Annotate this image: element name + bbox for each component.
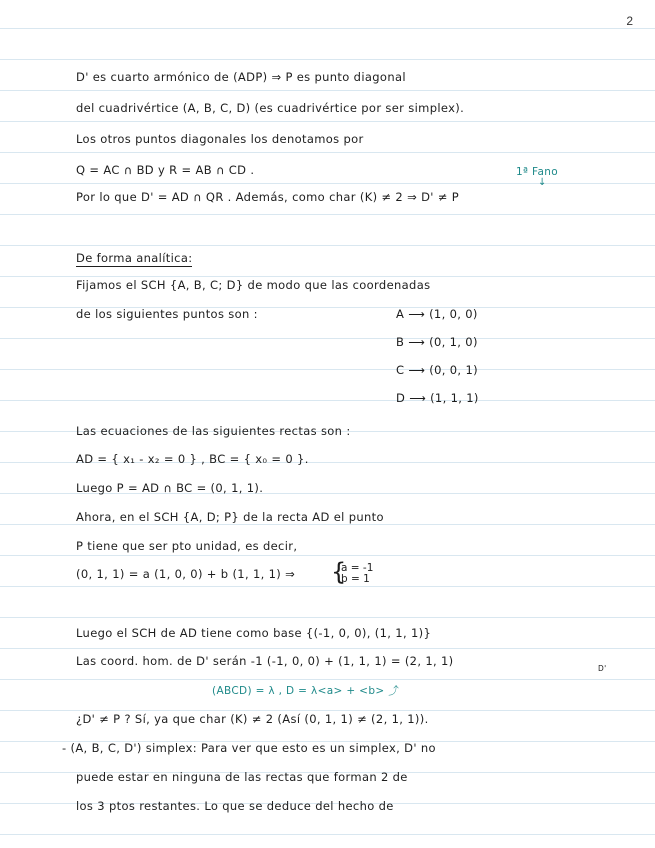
point-row	[396, 307, 478, 321]
line-ptos-restantes: los 3 ptos restantes. Lo que se deduce del hecho de	[76, 799, 394, 813]
equation-a: a = -1	[341, 562, 374, 574]
point-label: A	[396, 307, 405, 321]
fano-label: 1ª Fano	[516, 166, 559, 178]
line-fijamos-sch: Fijamos el SCH {A, B, C; D} de modo que las coordenadas	[76, 278, 431, 292]
line-combination: (0, 1, 1) = a (1, 0, 0) + b (1, 1, 1) ⇒	[76, 567, 296, 581]
line-ecuaciones: Las ecuaciones de las siguientes rectas son :	[76, 424, 351, 438]
line-rectas: puede estar en ninguna de las rectas que forman 2 de	[76, 770, 408, 784]
equation-b: b = 1	[341, 573, 370, 585]
fano-note	[516, 166, 559, 188]
teal-formula	[212, 683, 399, 698]
right-arrow-icon: ⟶	[408, 307, 430, 321]
point-row	[396, 391, 479, 405]
line-d-prime-neq-p: ¿D' ≠ P ? Sí, ya que char (K) ≠ 2 (Así (0, 1, 1) ≠ (2, 1, 1)).	[76, 712, 429, 726]
right-arrow-icon: ⟶	[409, 391, 431, 405]
equation-system	[331, 558, 374, 586]
point-coords: (1, 1, 1)	[430, 391, 479, 405]
line-cuarto-armonico: D' es cuarto armónico de (ADP) ⇒ P es punto diagonal	[76, 70, 406, 84]
line-d-prime-intersection: Por lo que D' = AD ∩ QR . Además, como char (K) ≠ 2 ⇒ D' ≠ P	[76, 190, 460, 204]
point-row	[396, 335, 478, 349]
teal-formula-text: (ABCD) = λ , D = λ<a> + <b>	[212, 685, 385, 697]
point-label: D	[396, 391, 406, 405]
curved-arrow-icon: ⤴	[388, 685, 400, 697]
section-heading: De forma analítica:	[76, 251, 193, 265]
point-coords: (0, 1, 0)	[429, 335, 478, 349]
line-pto-unidad: P tiene que ser pto unidad, es decir,	[76, 539, 298, 553]
line-ad-bc-equations: AD = { x₁ - x₂ = 0 } , BC = { x₀ = 0 }.	[76, 452, 309, 466]
point-row	[396, 363, 478, 377]
line-q-r-definition: Q = AC ∩ BD y R = AB ∩ CD .	[76, 163, 255, 177]
point-label: B	[396, 335, 405, 349]
line-simplex: - (A, B, C, D') simplex: Para ver que esto es un simplex, D' no	[62, 741, 436, 755]
page-number: 2	[626, 14, 633, 28]
line-puntos-diagonales: Los otros puntos diagonales los denotamos por	[76, 132, 364, 146]
line-base: Luego el SCH de AD tiene como base {(-1, 0, 0), (1, 1, 1)}	[76, 626, 432, 640]
fano-arrow-icon: ↓	[538, 177, 547, 188]
right-arrow-icon: ⟶	[408, 363, 430, 377]
line-p-intersection: Luego P = AD ∩ BC = (0, 1, 1).	[76, 481, 264, 495]
point-coords: (0, 0, 1)	[429, 363, 478, 377]
line-coord-hom: Las coord. hom. de D' serán -1 (-1, 0, 0) + (1, 1, 1) = (2, 1, 1)	[76, 654, 454, 668]
line-cuadrivertice: del cuadrivértice (A, B, C, D) (es cuadrivértice por ser simplex).	[76, 101, 465, 115]
line-siguientes-puntos: de los siguientes puntos son :	[76, 307, 258, 321]
subscript-d-prime: D'	[598, 664, 607, 673]
right-arrow-icon: ⟶	[408, 335, 430, 349]
brace-icon: {	[331, 558, 347, 586]
line-sch-adp: Ahora, en el SCH {A, D; P} de la recta AD el punto	[76, 510, 384, 524]
point-coords: (1, 0, 0)	[429, 307, 478, 321]
point-label: C	[396, 363, 405, 377]
